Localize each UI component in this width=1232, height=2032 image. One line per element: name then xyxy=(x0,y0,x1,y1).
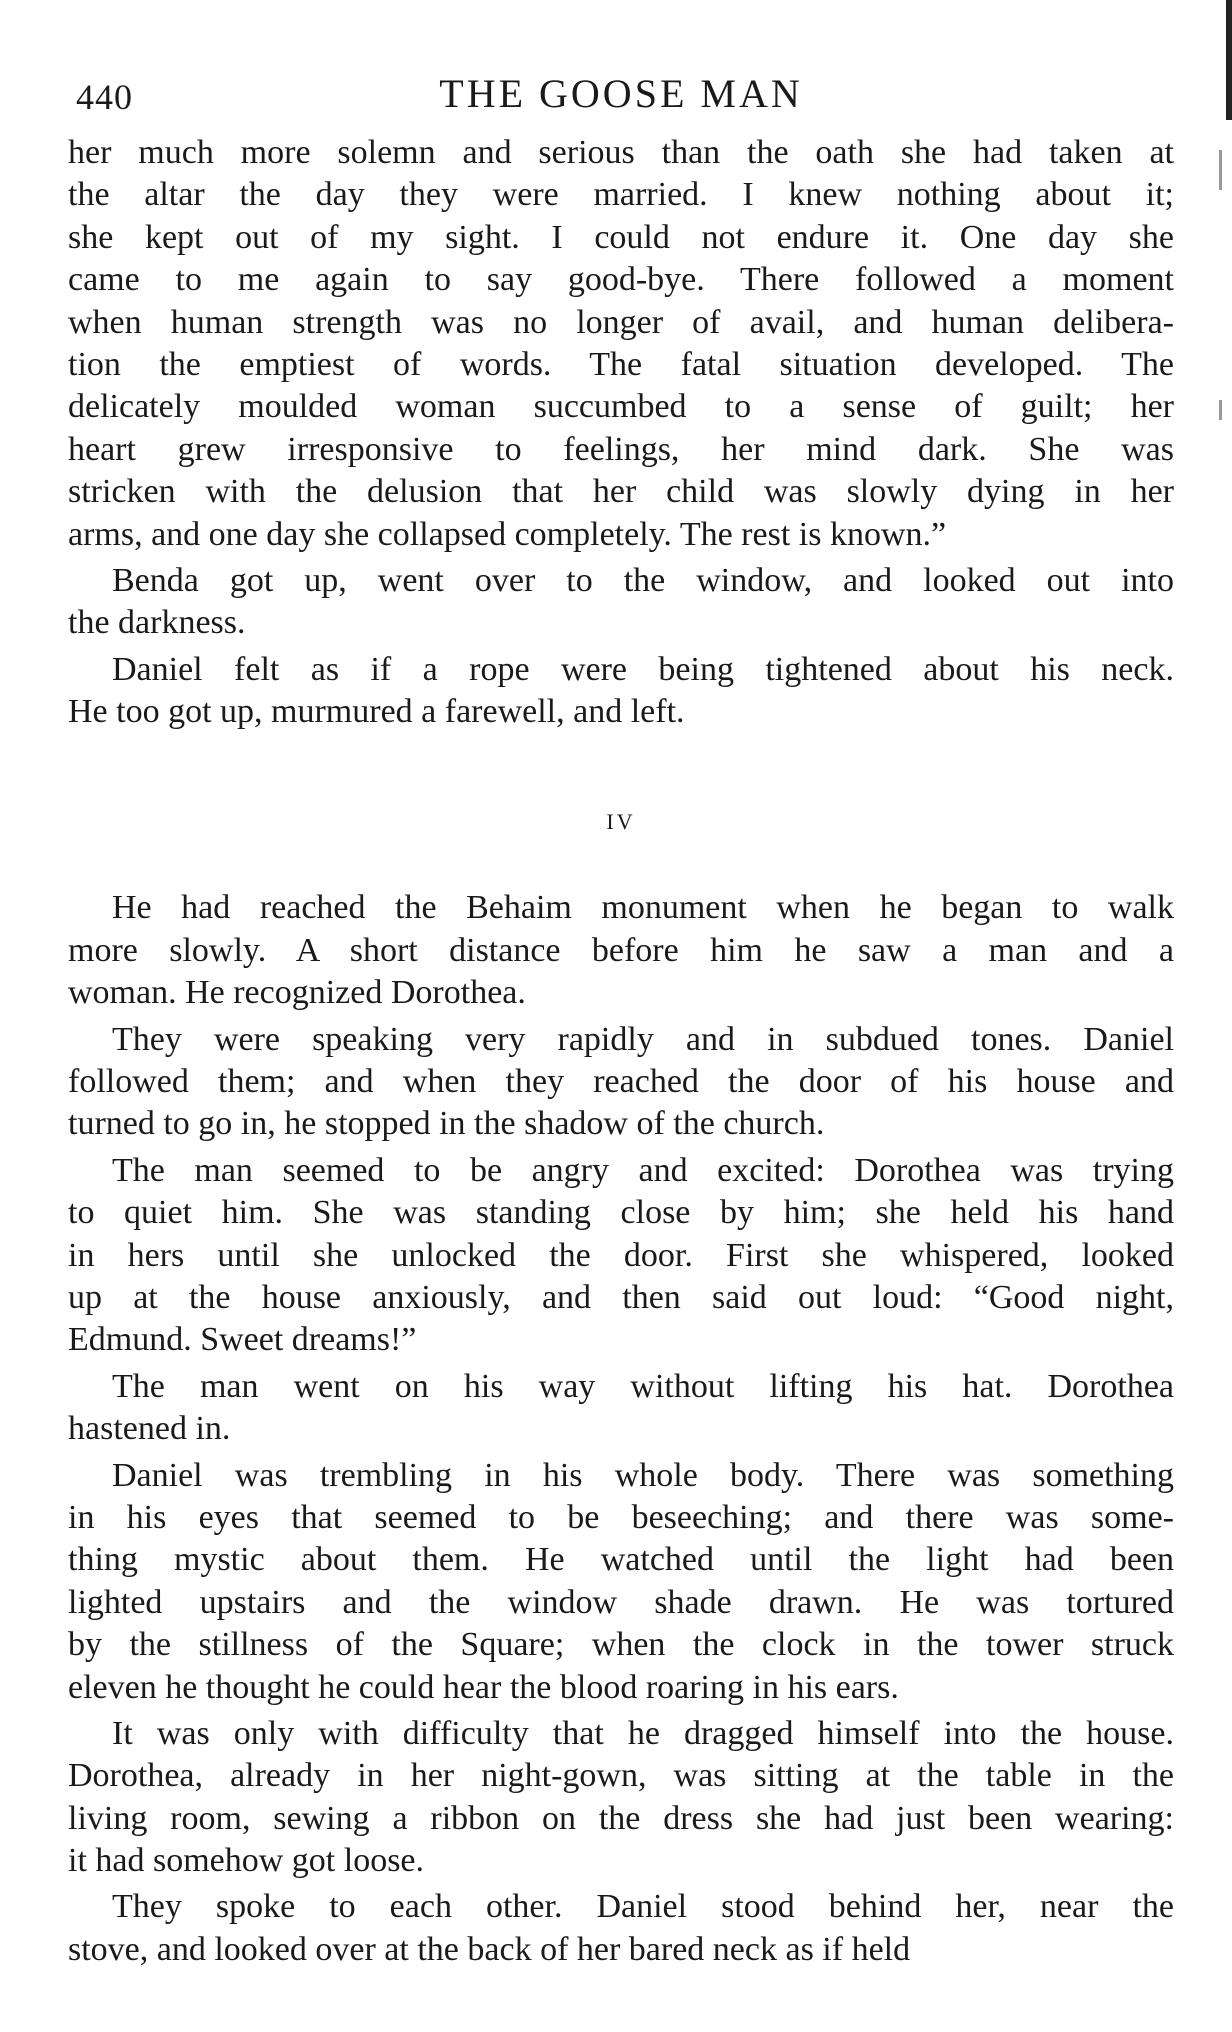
text-line: Benda got up, went over to the window, and looked out into xyxy=(112,561,1174,599)
page-edge-speck xyxy=(1219,150,1222,190)
text-line: stricken with the delusion that her child was slowly dying in her xyxy=(68,473,1174,511)
text-line: followed them; and when they reached the door of his house and xyxy=(68,1063,1174,1101)
text-line: tion the emptiest of words. The fatal situation developed. The xyxy=(68,345,1174,383)
text-line: arms, and one day she collapsed completely. The rest is known.” xyxy=(68,515,947,553)
paragraph xyxy=(68,1713,1174,1883)
text-line: thing mystic about them. He watched until the light had been xyxy=(68,1541,1174,1579)
page-edge-shadow xyxy=(1226,0,1232,120)
text-line: in hers until she unlocked the door. First she whispered, looked xyxy=(68,1236,1174,1274)
text-line: to quiet him. She was standing close by him; she held his hand xyxy=(68,1194,1174,1232)
page-number: 440 xyxy=(76,77,133,117)
text-line: The man seemed to be angry and excited: Dorothea was trying xyxy=(112,1151,1174,1189)
text-line: she kept out of my sight. I could not endure it. One day she xyxy=(68,218,1174,256)
text-line: by the stillness of the Square; when the clock in the tower struck xyxy=(68,1626,1174,1664)
text-line: more slowly. A short distance before him he saw a man and a xyxy=(68,931,1174,969)
running-title: THE GOOSE MAN xyxy=(439,71,803,116)
text-line: They spoke to each other. Daniel stood behind her, near the xyxy=(112,1888,1174,1926)
text-line: the darkness. xyxy=(68,604,246,642)
text-line: Edmund. Sweet dreams!” xyxy=(68,1321,417,1359)
text-line: hastened in. xyxy=(68,1410,231,1448)
text-line: They were speaking very rapidly and in subdued tones. Daniel xyxy=(112,1020,1174,1058)
text-line: Daniel felt as if a rope were being tightened about his neck. xyxy=(112,650,1174,688)
text-line: turned to go in, he stopped in the shadow of the church. xyxy=(68,1105,825,1143)
text-line: woman. He recognized Dorothea. xyxy=(68,974,526,1012)
text-line: it had somehow got loose. xyxy=(68,1842,425,1880)
paragraph xyxy=(68,649,1174,734)
text-line: He too got up, murmured a farewell, and left. xyxy=(68,693,685,731)
paragraph xyxy=(68,1886,1174,1971)
text-line: lighted upstairs and the window shade drawn. He was tortured xyxy=(68,1583,1174,1621)
paragraph xyxy=(68,1455,1174,1709)
paragraph xyxy=(68,887,1174,1014)
paragraph xyxy=(68,1150,1174,1362)
paragraph xyxy=(68,1019,1174,1146)
text-line: came to me again to say good-bye. There followed a moment xyxy=(68,261,1174,299)
text-line: heart grew irresponsive to feelings, her mind dark. She was xyxy=(68,430,1174,468)
text-line: Daniel was trembling in his whole body. There was something xyxy=(112,1456,1174,1494)
paragraph xyxy=(68,560,1174,645)
text-line: the altar the day they were married. I knew nothing about it; xyxy=(68,176,1174,214)
book-page xyxy=(68,62,1174,1971)
paragraph xyxy=(68,1366,1174,1451)
page-edge-speck xyxy=(1219,400,1222,420)
text-line: delicately moulded woman succumbed to a sense of guilt; her xyxy=(68,388,1174,426)
text-line: Dorothea, already in her night-gown, was sitting at the table in the xyxy=(68,1757,1174,1795)
text-line: when human strength was no longer of avail, and human delibera- xyxy=(68,303,1174,341)
text-line: up at the house anxiously, and then said out loud: “Good night, xyxy=(68,1278,1174,1316)
text-line: her much more solemn and serious than the oath she had taken at xyxy=(68,134,1174,171)
text-line: He had reached the Behaim monument when he began to walk xyxy=(112,889,1174,927)
text-block-after-section xyxy=(68,887,1174,1971)
text-line: in his eyes that seemed to be beseeching; and there was some- xyxy=(68,1498,1174,1536)
text-line: eleven he thought he could hear the blood roaring in his ears. xyxy=(68,1668,899,1706)
text-line: The man went on his way without lifting his hat. Dorothea xyxy=(112,1367,1174,1405)
text-line: stove, and looked over at the back of her bared neck as if held xyxy=(68,1930,911,1968)
page-header xyxy=(68,62,1174,132)
text-line: It was only with difficulty that he dragged himself into the house. xyxy=(112,1714,1174,1752)
text-line: living room, sewing a ribbon on the dress she had just been wearing: xyxy=(68,1799,1174,1837)
text-block-before-section xyxy=(68,132,1174,733)
section-number: IV xyxy=(606,809,636,835)
paragraph xyxy=(68,132,1174,556)
